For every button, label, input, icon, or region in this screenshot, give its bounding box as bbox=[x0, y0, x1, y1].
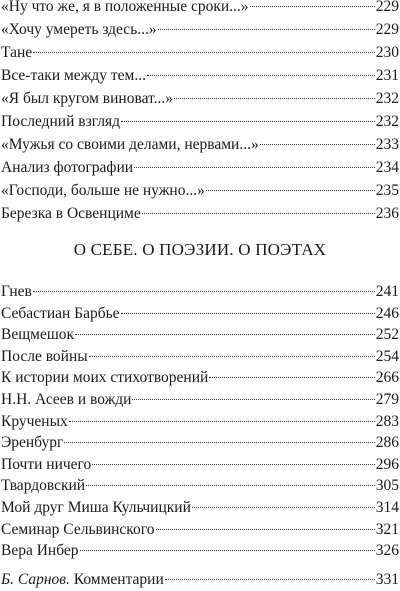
toc-entry[interactable] bbox=[1, 65, 399, 87]
dot-leader bbox=[134, 167, 375, 168]
toc-entry[interactable] bbox=[1, 540, 399, 562]
dot-leader bbox=[192, 507, 375, 508]
toc-entry[interactable] bbox=[1, 0, 399, 18]
toc-entry[interactable] bbox=[1, 411, 399, 433]
toc-entry-page: 279 bbox=[375, 391, 399, 408]
toc-entry-page: 233 bbox=[375, 136, 399, 153]
toc-entry[interactable] bbox=[1, 346, 399, 368]
dot-leader bbox=[33, 52, 375, 53]
commentary-title: Комментарии bbox=[69, 570, 164, 588]
toc-entry[interactable] bbox=[1, 454, 399, 476]
toc-entry[interactable] bbox=[1, 367, 399, 389]
toc-entry-page: 229 bbox=[375, 0, 399, 15]
toc-entry[interactable] bbox=[1, 180, 399, 202]
dot-leader bbox=[260, 144, 375, 145]
dot-leader bbox=[206, 190, 375, 191]
toc-entry-page: 235 bbox=[375, 182, 399, 199]
dot-leader bbox=[165, 579, 375, 580]
toc-entry-page: 283 bbox=[375, 412, 399, 430]
dot-leader bbox=[92, 464, 374, 465]
toc-entry-page: 232 bbox=[375, 113, 399, 130]
dot-leader bbox=[147, 75, 375, 76]
dot-leader bbox=[142, 213, 375, 214]
toc-entry-page: 296 bbox=[375, 455, 399, 473]
dot-leader bbox=[121, 121, 375, 122]
dot-leader bbox=[156, 529, 375, 530]
toc-entry-title: Семинар Сельвинского bbox=[1, 520, 155, 538]
toc-entry-title: Н.Н. Асеев и вожди bbox=[1, 391, 132, 408]
toc-entry-title: «Господи, больше не нужно...» bbox=[1, 182, 205, 199]
dot-leader bbox=[75, 334, 375, 335]
dot-leader bbox=[132, 399, 374, 400]
toc-entry-commentary[interactable] bbox=[1, 569, 399, 591]
toc-entry[interactable] bbox=[1, 324, 399, 346]
toc-entry-page: 286 bbox=[375, 434, 399, 452]
toc-entry-title: Себастиан Барбье bbox=[1, 304, 120, 322]
dot-leader bbox=[121, 313, 375, 314]
toc-entry-page: 254 bbox=[375, 347, 399, 365]
toc-entry-title: Все-таки между тем... bbox=[1, 67, 146, 84]
toc-entry-title: Анализ фотографии bbox=[1, 159, 134, 176]
toc-entry[interactable] bbox=[1, 19, 399, 41]
toc-entry[interactable] bbox=[1, 111, 399, 133]
dot-leader bbox=[64, 442, 374, 443]
section-heading: О СЕБЕ. О ПОЭЗИИ. О ПОЭТАХ bbox=[73, 240, 327, 259]
toc-entry[interactable] bbox=[1, 281, 399, 303]
toc-entry-title: К истории моих стихотворений bbox=[1, 369, 209, 387]
toc-entry[interactable] bbox=[1, 389, 399, 411]
toc-entry-title: Крученых bbox=[1, 412, 68, 430]
toc-entry-title: Твардовский bbox=[1, 477, 86, 495]
toc-entry-title: После войны bbox=[1, 347, 88, 365]
toc-entry-page: 246 bbox=[375, 304, 399, 322]
dot-leader bbox=[174, 98, 375, 99]
toc-entry-title: Последний взгляд bbox=[1, 113, 121, 130]
toc-entry-title: Вера Инбер bbox=[1, 542, 79, 560]
toc-entry-page: 229 bbox=[375, 21, 399, 38]
dot-leader bbox=[158, 29, 375, 30]
toc-entry-page: 266 bbox=[375, 369, 399, 387]
toc-entry-title: «Мужья со своими делами, нервами...» bbox=[1, 136, 259, 153]
toc-entry-title: Эренбург bbox=[1, 434, 64, 452]
toc-entry-title: «Я был кругом виноват...» bbox=[1, 90, 174, 107]
dot-leader bbox=[89, 356, 375, 357]
toc-entry[interactable] bbox=[1, 475, 399, 497]
toc-entry-page: 231 bbox=[375, 67, 399, 84]
dot-leader bbox=[80, 550, 375, 551]
toc-entry-page: 331 bbox=[375, 570, 399, 588]
toc-entry[interactable] bbox=[1, 134, 399, 156]
toc-entry[interactable] bbox=[1, 88, 399, 110]
toc-entry-title: Мой друг Миша Кульчицкий bbox=[1, 499, 191, 516]
dot-leader bbox=[250, 6, 375, 7]
toc-entry-title: Тане bbox=[1, 44, 33, 61]
dot-leader bbox=[33, 291, 375, 292]
toc-entry[interactable] bbox=[1, 303, 399, 325]
toc-entry-title: Почти ничего bbox=[1, 455, 92, 473]
toc-entry-page: 232 bbox=[375, 90, 399, 107]
toc-entry-page: 326 bbox=[375, 542, 399, 560]
toc-entry[interactable] bbox=[1, 42, 399, 64]
toc-entry-page: 230 bbox=[375, 44, 399, 61]
toc-entry[interactable] bbox=[1, 519, 399, 541]
toc-entry[interactable] bbox=[1, 203, 399, 225]
toc-entry-title: Вещмешок bbox=[1, 326, 75, 344]
commentary-author: Б. Сарнов. bbox=[1, 570, 70, 588]
toc-entry-title bbox=[1, 569, 164, 591]
toc-entry-page: 314 bbox=[375, 499, 399, 516]
toc-entry-title: Гнев bbox=[1, 283, 32, 300]
toc-entry-page: 234 bbox=[375, 159, 399, 176]
toc-entry-title: «Хочу умереть здесь...» bbox=[1, 21, 157, 38]
toc-entry-page: 241 bbox=[375, 283, 399, 300]
toc-entry[interactable] bbox=[1, 497, 399, 519]
toc-entry-page: 236 bbox=[375, 205, 399, 222]
toc-entry[interactable] bbox=[1, 157, 399, 179]
dot-leader bbox=[86, 485, 375, 486]
dot-leader bbox=[209, 377, 374, 378]
dot-leader bbox=[69, 421, 375, 422]
toc-entry-page: 321 bbox=[375, 520, 399, 538]
toc-entry[interactable] bbox=[1, 432, 399, 454]
toc-entry-page: 252 bbox=[375, 326, 399, 344]
toc-entry-title: «Ну что же, я в положенные сроки...» bbox=[1, 0, 249, 15]
toc-entry-page: 305 bbox=[375, 477, 399, 495]
toc-entry-title: Березка в Освенциме bbox=[1, 205, 141, 222]
